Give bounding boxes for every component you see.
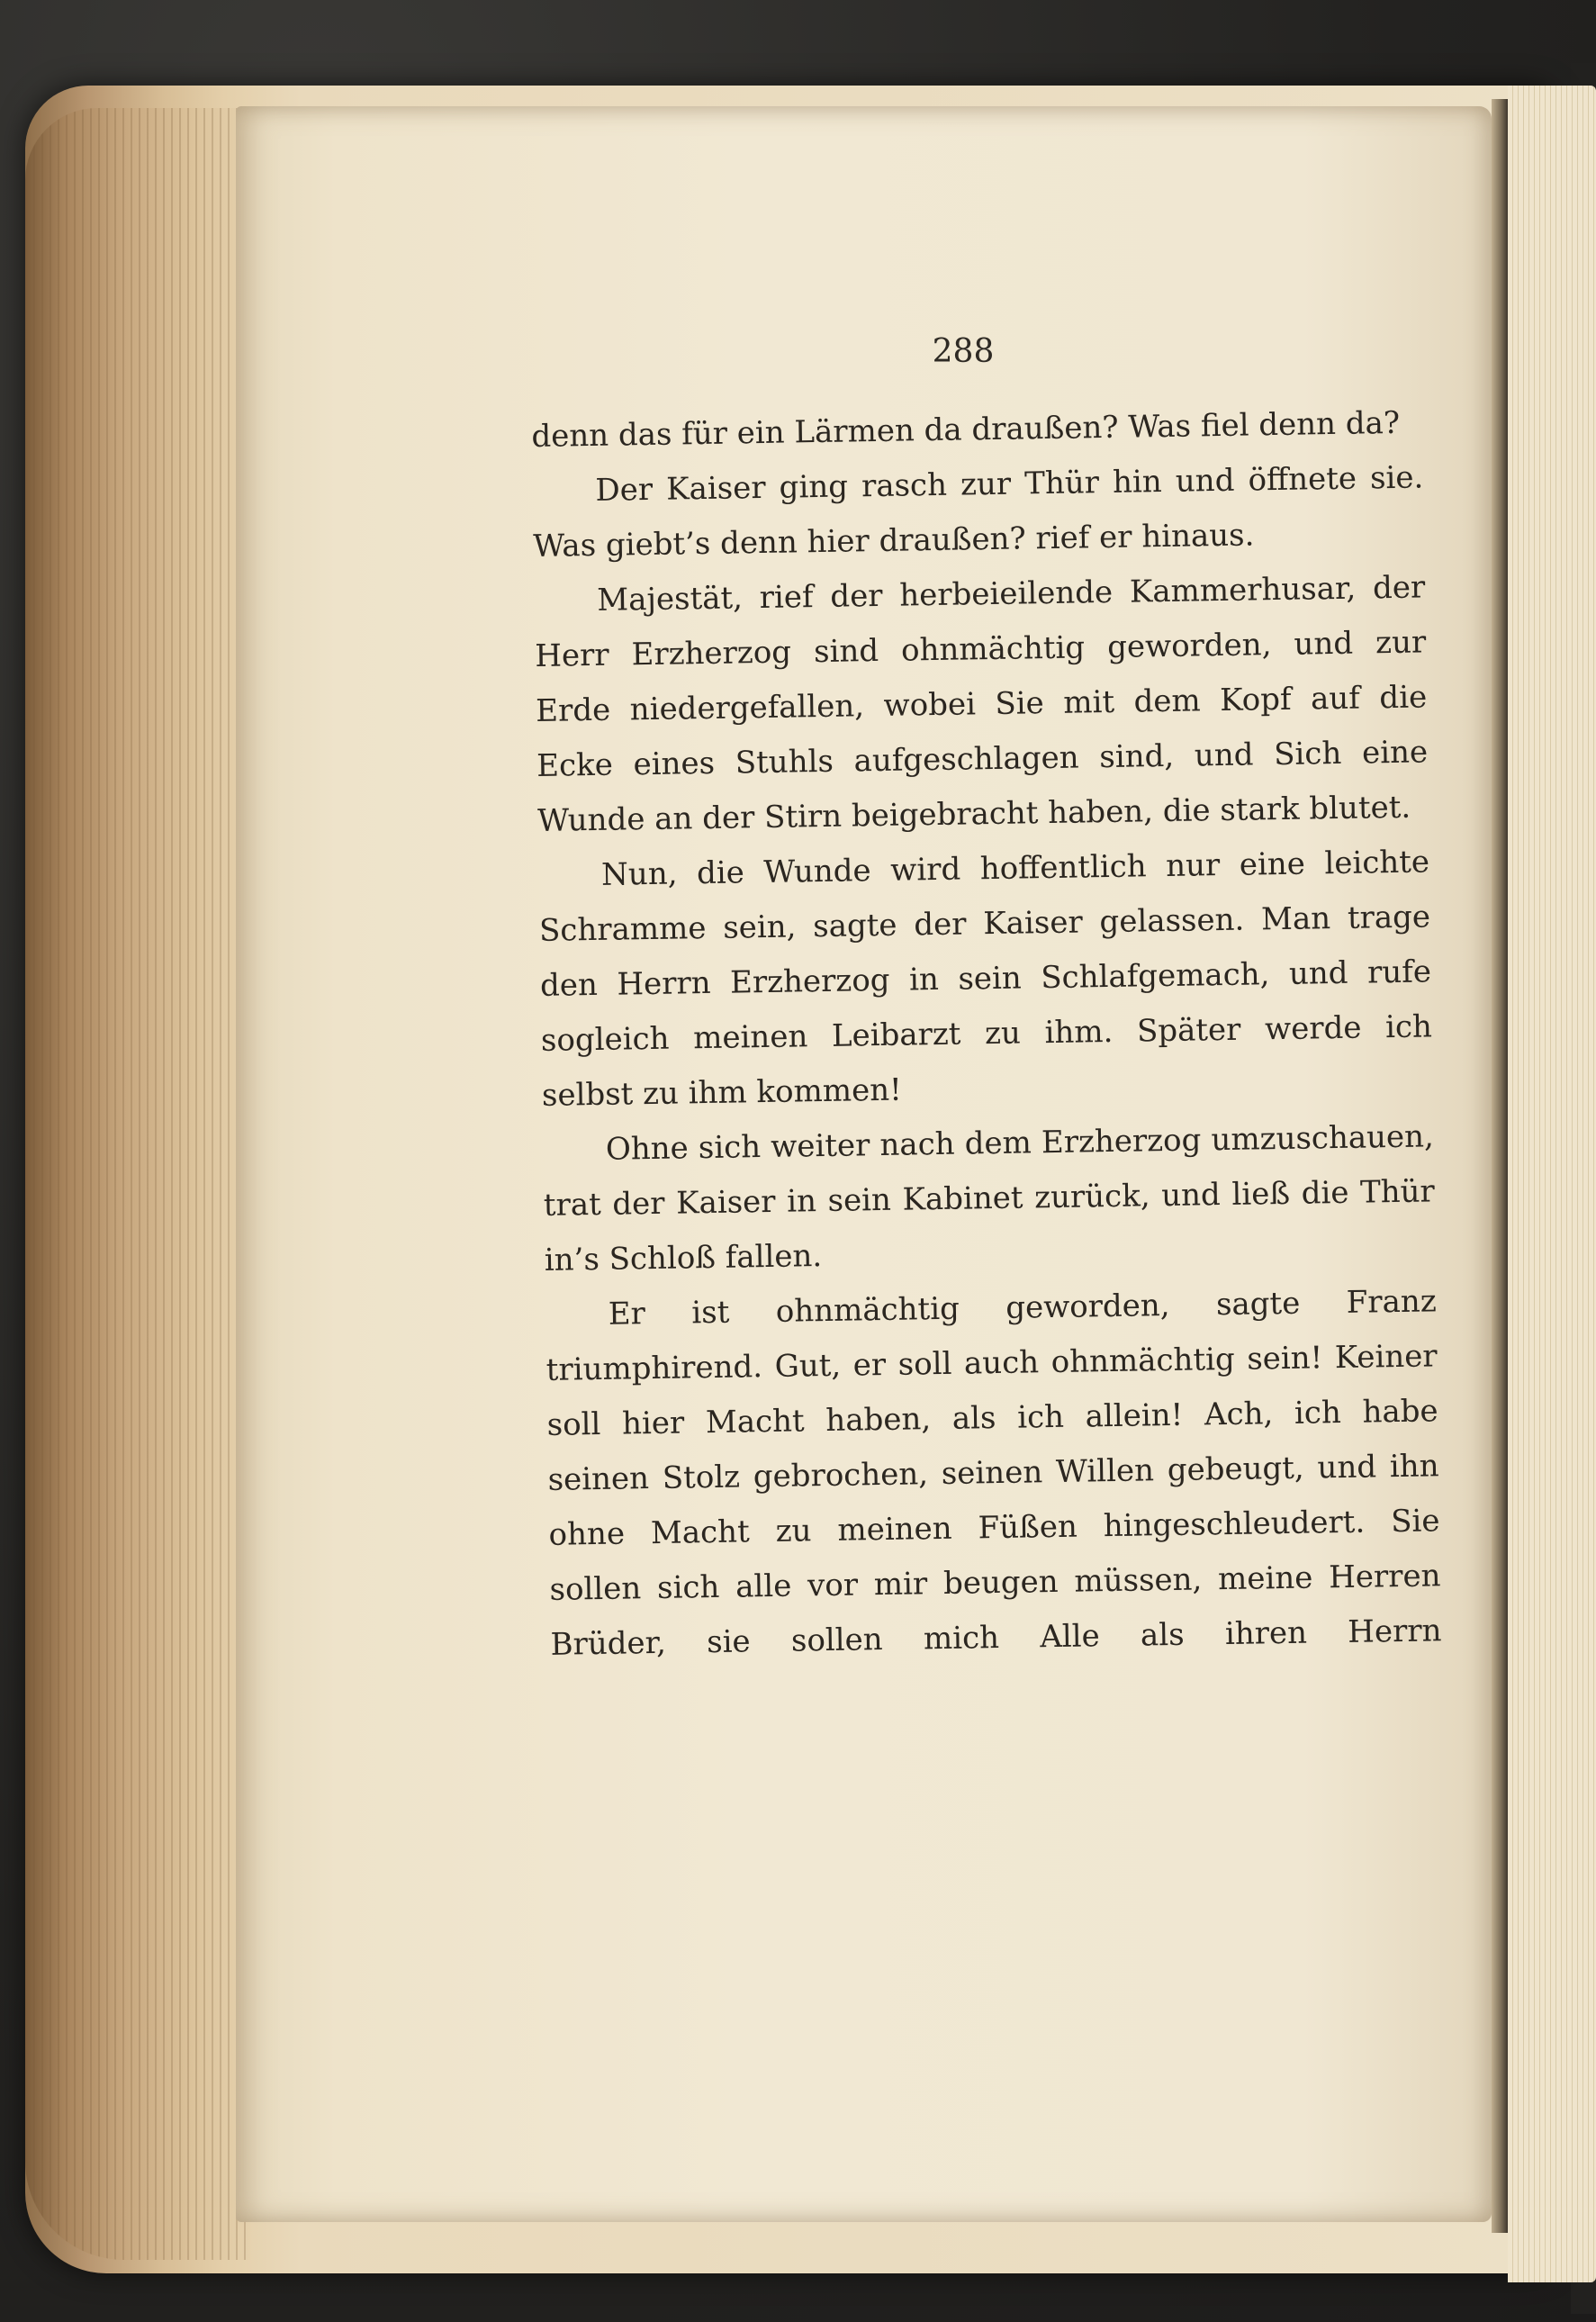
book-gutter (1492, 99, 1508, 2233)
paragraph: denn das für ein Lärmen da draußen? Was fiel denn da? (531, 404, 1401, 455)
page-fore-edge (25, 108, 250, 2260)
facing-page-edge (1508, 86, 1596, 2282)
paragraph: Majestät, rief der herbeieilende Kammerhusar, der Herr Erzherzog sind ohnmächtig geworden, und zur Erde niedergefallen, wobei Sie mit dem Kopf auf die Ecke eines Stuhls aufgeschlagen sind, und Sich eine Wunde an der Stirn beigebracht haben, die stark blutet. (534, 569, 1429, 839)
paragraph: Ohne sich weiter nach dem Erzherzog umzuschauen, trat der Kaiser in sein Kabinet zurück, und ließ die Thür in’s Schloß fallen. (543, 1118, 1436, 1278)
paragraph: Nun, die Wunde wird hoffentlich nur eine leichte Schramme sein, sagte der Kaiser gelassen. Man trage den Herrn Erzherzog in sein Schlafgemach, und rufe sogleich meinen Leibarzt zu ihm. Später werde ich selbst zu ihm kommen! (538, 844, 1433, 1114)
paragraph: Der Kaiser ging rasch zur Thür hin und öffnete sie. Was giebt’s denn hier draußen? rief er hinaus. (533, 459, 1424, 565)
page-text (531, 395, 1442, 1672)
paragraph: Er ist ohnmächtig geworden, sagte Franz triumphirend. Gut, er soll auch ohnmächtig sein! Keiner soll hier Macht haben, als ich allein! Ach, ich habe seinen Stolz gebrochen, seinen Willen gebeugt, und ihn ohne Macht zu meinen Füßen hingeschleudert. Sie sollen sich alle vor mir beugen müssen, meine Herren Brüder, sie sollen mich Alle als ihren Herrn (546, 1283, 1442, 1663)
page-number: 288 (932, 333, 995, 370)
